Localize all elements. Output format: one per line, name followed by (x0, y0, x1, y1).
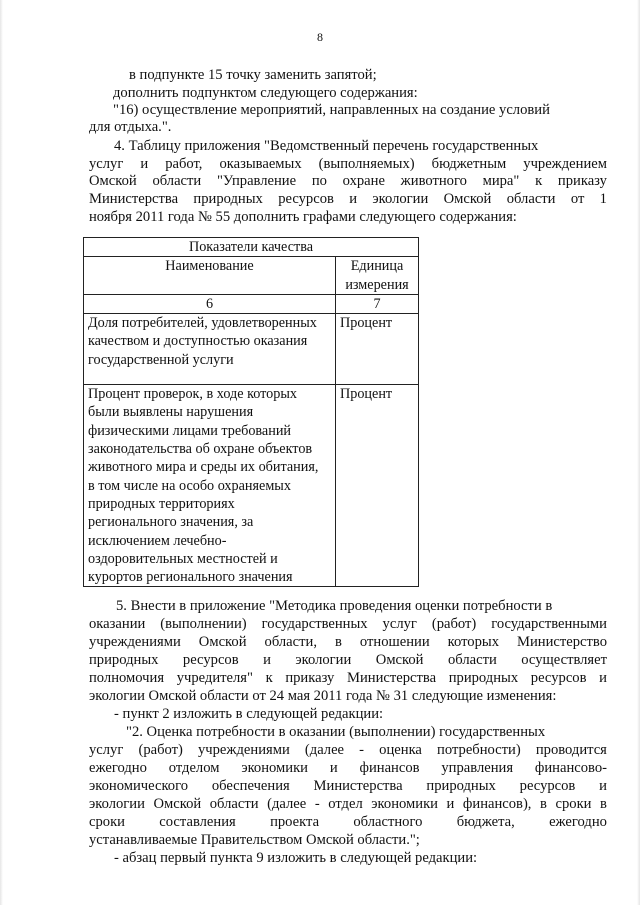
indicator-name-cell: Доля потребителей, удовлетворенных качеством и доступностью оказания государственной услуги (84, 314, 336, 385)
quality-indicators-table (83, 237, 419, 587)
column-number: 6 (84, 294, 336, 313)
column-header-unit-line-1: Единица (350, 258, 404, 275)
scan-edge-left (0, 0, 3, 905)
column-header-unit-line-2: измерения (345, 276, 409, 293)
text-line: учреждениями Омской области, в отношении которых Министерство (89, 634, 607, 650)
text-line: природных ресурсов и экологии Омской области осуществляет (89, 652, 607, 668)
column-header-unit (336, 257, 419, 295)
indicator-name-cell: Процент проверок, в ходе которых были выявлены нарушения физическими лицами требований законодательства об охране объектов животного мира и среды их обитания, в том числе на особо охраняемых природных территориях регионального значения, за исключением лечебно- оздоровительных местностей и курортов регионального значения (84, 385, 336, 587)
text-line: Омской области "Управление по охране животного мира" к приказу (89, 173, 607, 189)
table-row (84, 314, 419, 385)
page-number: 8 (317, 30, 323, 44)
table-row (84, 385, 419, 587)
text-line: услуг (работ) учреждениями (далее - оценка потребности) проводится (89, 742, 607, 758)
text-line: для отдыха.". (89, 119, 172, 135)
column-header-name: Наименование (84, 257, 336, 295)
text-line: в подпункте 15 точку заменить запятой; (129, 67, 377, 83)
text-line: "16) осуществление мероприятий, направленных на создание условий (113, 102, 550, 118)
table-group-header: Показатели качества (84, 238, 419, 257)
text-line: 4. Таблицу приложения "Ведомственный перечень государственных (114, 138, 539, 154)
text-line: ежегодно отделом экономики и финансов управления финансово- (89, 760, 607, 776)
text-line: оказании (выполнении) государственных услуг (работ) государственными (89, 616, 607, 632)
text-line: - абзац первый пункта 9 изложить в следующей редакции: (114, 850, 478, 866)
indicator-unit-cell: Процент (336, 314, 419, 385)
text-line: экологии Омской области (далее - отдел экономики и финансов), в сроки в (89, 796, 607, 812)
text-line: экологии Омской области от 24 мая 2011 года № 31 следующие изменения: (89, 688, 557, 704)
text-line: устанавливаемые Правительством Омской области."; (89, 832, 420, 848)
indicator-unit-cell: Процент (336, 385, 419, 587)
text-line: "2. Оценка потребности в оказании (выполнении) государственных (126, 724, 546, 740)
text-line: полномочия учредителя" к приказу Министерства природных ресурсов и (89, 670, 607, 686)
text-line: ноября 2011 года № 55 дополнить графами следующего содержания: (89, 209, 517, 225)
text-line: 5. Внести в приложение "Методика проведения оценки потребности в (116, 598, 553, 614)
text-line: - пункт 2 изложить в следующей редакции: (114, 706, 384, 722)
text-line: Министерства природных ресурсов и экологии Омской области от 1 (89, 191, 607, 207)
text-line: экономического обеспечения Министерства природных ресурсов и (89, 778, 607, 794)
text-line: сроки составления проекта областного бюджета, ежегодно (89, 814, 607, 830)
text-line: услуг и работ, оказываемых (выполняемых) бюджетным учреждением (89, 156, 607, 172)
text-line: дополнить подпунктом следующего содержания: (113, 85, 418, 101)
column-number: 7 (336, 294, 419, 313)
